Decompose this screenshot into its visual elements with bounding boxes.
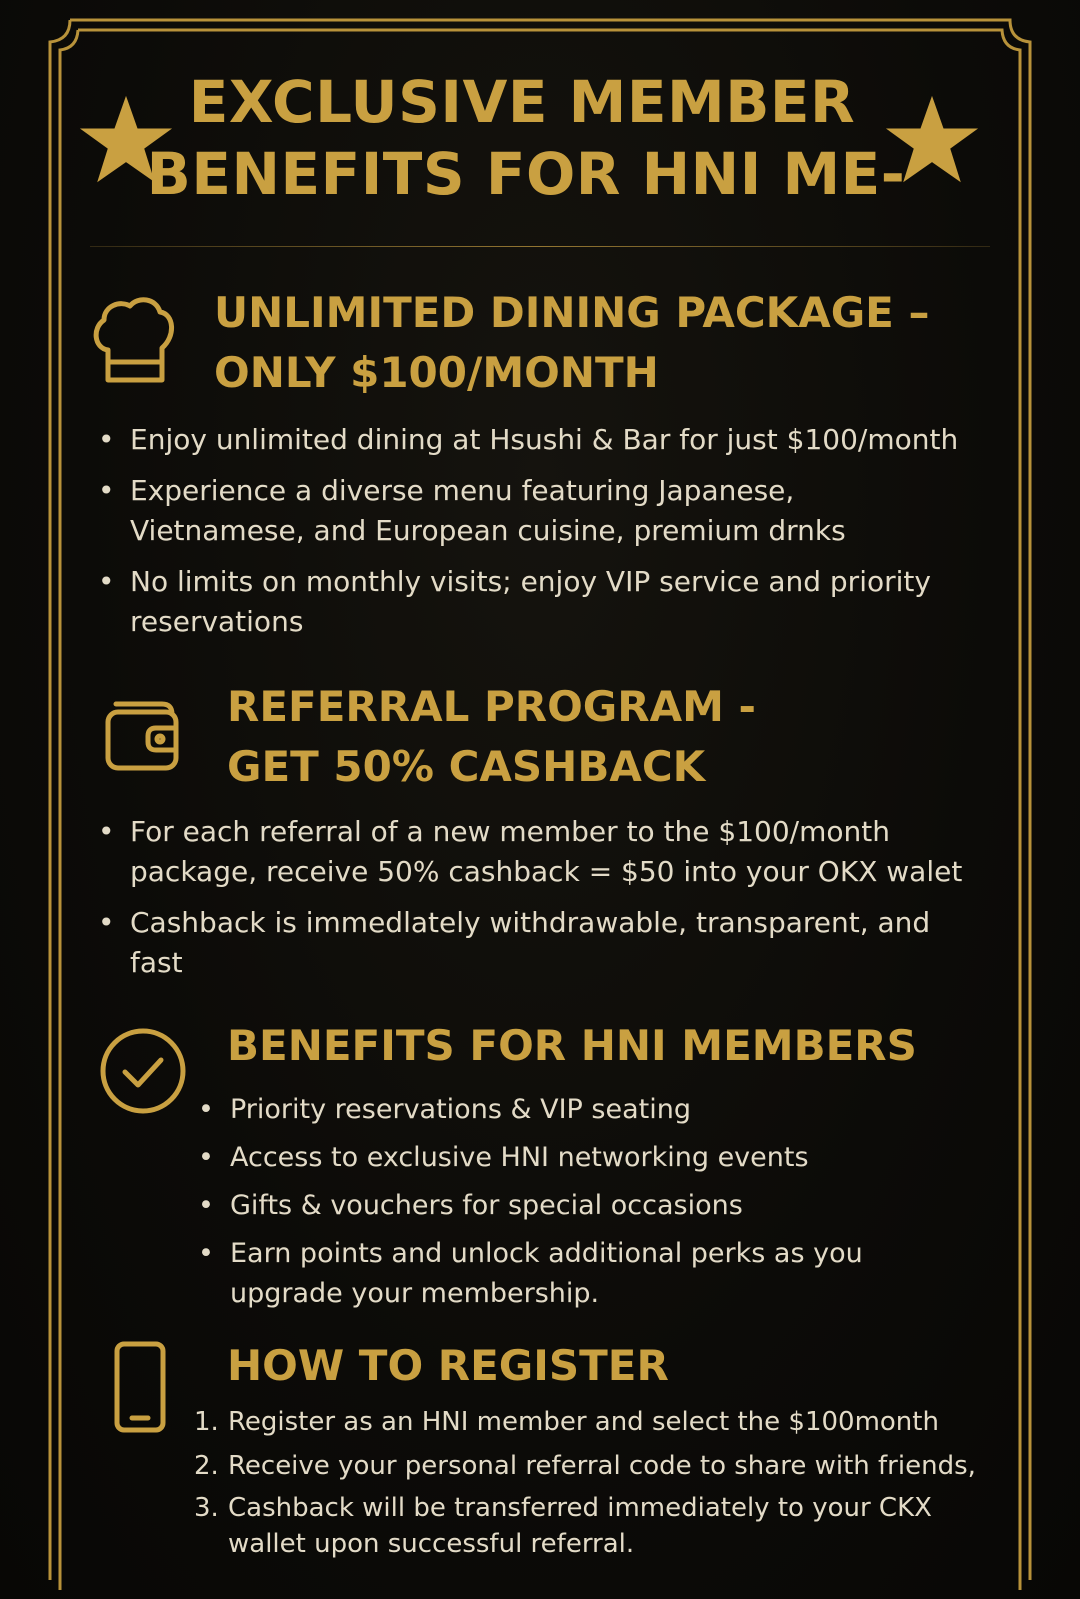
bullet: • [98, 906, 115, 939]
register-steps-list [194, 1402, 976, 1562]
bullet: • [98, 565, 115, 598]
section-title-referral-line-1: REFERRAL PROGRAM - [227, 682, 756, 731]
bullet: • [98, 815, 115, 848]
page-title-line-1: EXCLUSIVE MEMBER [188, 68, 856, 136]
chef-hat-icon [90, 292, 176, 392]
wallet-icon [102, 690, 190, 776]
list-item: • No limits on monthly visits; enjoy VIP service and priority reservations [94, 562, 958, 642]
page-title-line-2: BENEFITS FOR HNI ME- [146, 140, 906, 208]
bullet: • [98, 423, 115, 456]
step-number: 3. [194, 1493, 219, 1523]
bullet: • [198, 1238, 214, 1269]
section-title-how-to-register: HOW TO REGISTER [227, 1341, 669, 1390]
smartphone-icon [112, 1340, 168, 1434]
list-item: • Priority reservations & VIP seating [194, 1090, 863, 1130]
list-item: 2. Receive your personal referral code to share with friends, [194, 1446, 976, 1486]
check-circle-icon [98, 1026, 188, 1116]
section-title-dining-line-2: ONLY $100/MONTH [214, 348, 659, 397]
list-item: 1. Register as an HNI member and select the $100month [194, 1402, 976, 1442]
list-item: • Experience a diverse menu featuring Japanese, Vietnamese, and European cuisine, premium drnks [94, 471, 958, 551]
list-item: • Cashback is immedlately withdrawable, transparent, and fast [94, 903, 962, 983]
section-title-dining-line-1: UNLIMITED DINING PACKAGE – [214, 288, 930, 337]
list-item: • For each referral of a new member to the $100/month package, receive 50% cashback = $50 into your OKX walet [94, 812, 962, 892]
bullet: • [198, 1142, 214, 1173]
list-item: • Gifts & vouchers for special occasions [194, 1186, 863, 1226]
step-number: 1. [194, 1407, 219, 1437]
bullet: • [198, 1190, 214, 1221]
list-item: • Enjoy unlimited dining at Hsushi & Bar for just $100/month [94, 420, 958, 460]
section-title-referral-line-2: GET 50% CASHBACK [227, 742, 706, 791]
title-divider [90, 246, 990, 247]
bullet: • [98, 474, 115, 507]
step-number: 2. [194, 1451, 219, 1481]
referral-benefits-list [94, 812, 962, 994]
dining-benefits-list [94, 420, 958, 653]
section-title-hni-benefits: BENEFITS FOR HNI MEMBERS [227, 1021, 917, 1070]
list-item: • Access to exclusive HNI networking events [194, 1138, 863, 1178]
list-item: 3. Cashback will be transferred immediately to your CKX wallet upon successful referral. [194, 1490, 976, 1562]
bullet: • [198, 1094, 214, 1125]
list-item: • Earn points and unlock additional perks as you upgrade your membership. [194, 1234, 863, 1314]
hni-benefits-list [194, 1090, 863, 1322]
